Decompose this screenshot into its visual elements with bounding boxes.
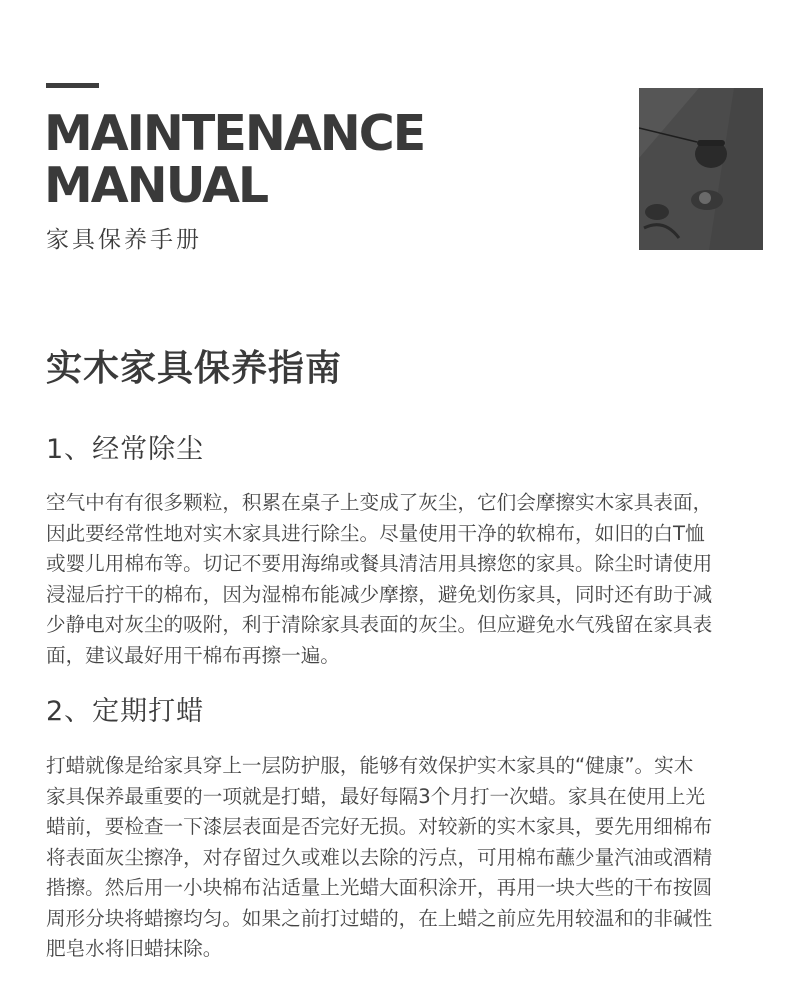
paragraph-line: 少静电对灰尘的吸附，利于清除家具表面的灰尘。但应避免水气残留在家具表 <box>46 613 713 636</box>
paragraph-line: 周形分块将蜡擦均匀。如果之前打过蜡的，在上蜡之前应先用较温和的非碱性 <box>46 906 713 930</box>
title-english: MAINTENANCE MANUAL <box>44 105 425 214</box>
furniture-photo <box>639 88 763 250</box>
section-paragraph-waxing <box>46 751 746 965</box>
section-paragraph-dusting <box>46 488 746 671</box>
paragraph-line: 揩擦。然后用一小块棉布沾适量上光蜡大面积涂开，再用一块大些的干布按圆 <box>46 876 713 899</box>
paragraph-line: 面，建议最好用干棉布再擦一遍。 <box>46 643 340 667</box>
paragraph-line: 蜡前，要检查一下漆层表面是否完好无损。对较新的实木家具，要先用细棉布 <box>46 815 713 838</box>
title-chinese: 家具保养手册 <box>46 227 202 253</box>
paragraph-line: 将表面灰尘擦净，对存留过久或难以去除的污点，可用棉布蘸少量汽油或酒精 <box>46 845 713 869</box>
paragraph-line: 空气中有有很多颗粒，积累在桌子上变成了灰尘，它们会摩擦实木家具表面， <box>46 491 713 514</box>
section-heading-dusting: 1、经常除尘 <box>46 434 205 465</box>
paragraph-line: 因此要经常性地对实木家具进行除尘。尽量使用干净的软棉布，如旧的白T恤 <box>46 521 705 545</box>
paragraph-line: 浸湿后拧干的棉布，因为湿棉布能减少摩擦，避免划伤家具，同时还有助于减 <box>46 582 713 606</box>
paragraph-line: 打蜡就像是给家具穿上一层防护服，能够有效保护实木家具的“健康”。实木 <box>46 754 694 777</box>
paragraph-line: 肥皂水将旧蜡抹除。 <box>46 937 223 960</box>
accent-bar <box>46 83 99 88</box>
paragraph-line: 或婴儿用棉布等。切记不要用海绵或餐具清洁用具擦您的家具。除尘时请使用 <box>46 552 713 575</box>
paragraph-line: 家具保养最重要的一项就是打蜡，最好每隔3个月打一次蜡。家具在使用上光 <box>46 784 706 808</box>
guide-heading: 实木家具保养指南 <box>46 348 343 389</box>
section-heading-waxing: 2、定期打蜡 <box>46 696 205 727</box>
